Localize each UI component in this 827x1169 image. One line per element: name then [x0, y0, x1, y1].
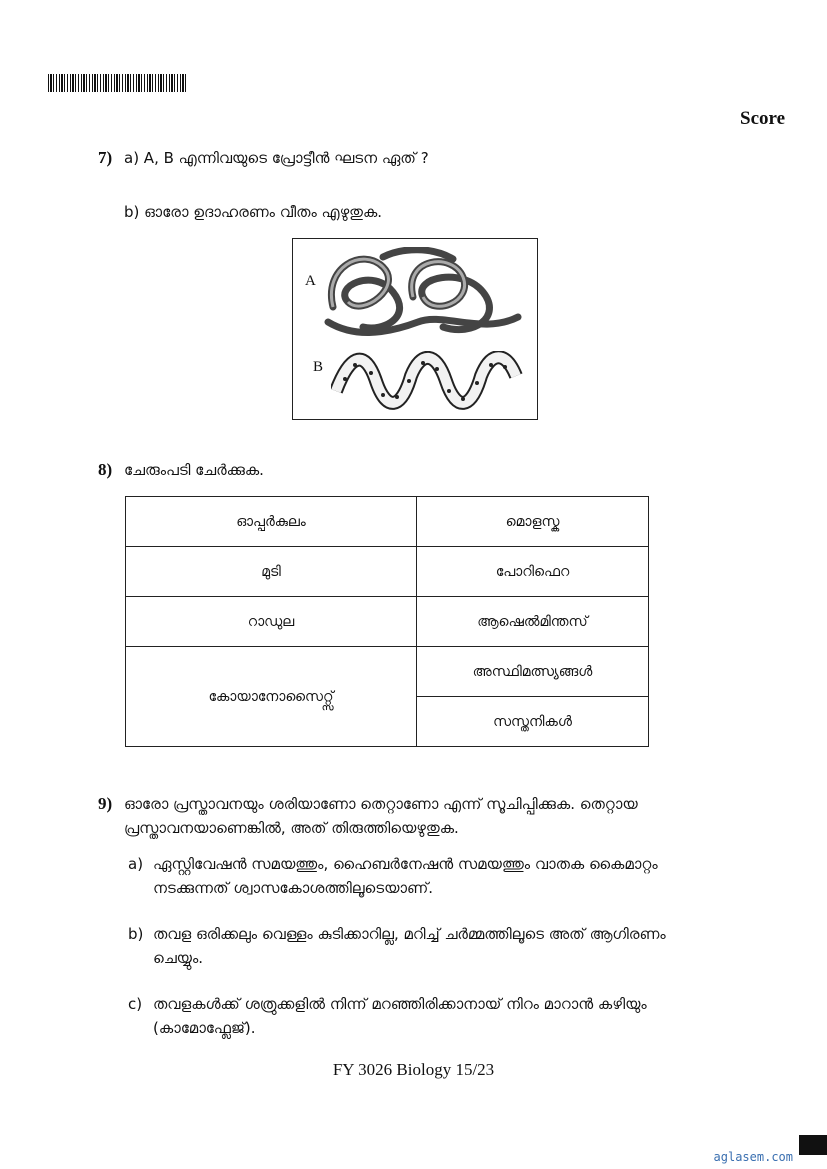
question-7a-text: a) A, B എന്നിവയുടെ പ്രോട്ടീൻ ഘടന ഏത് ?	[124, 149, 429, 167]
left-cell-1: ഓപ്പർകുലം	[126, 497, 417, 547]
question-9a-label: a)	[128, 855, 144, 873]
question-9-number: 9)	[98, 794, 113, 813]
right-cell-5: സസ്തനികൾ	[417, 697, 649, 747]
question-9a-line2: നടക്കുന്നത് ശ്വാസകോശത്തിലൂടെയാണ്.	[153, 879, 434, 897]
score-label: Score	[740, 108, 786, 129]
question-9b-label: b)	[128, 925, 144, 943]
watermark: aglasem.com	[713, 1150, 793, 1164]
right-cell-3: ആഷെൽമിന്തസ്	[417, 597, 649, 647]
question-9-instruction-line1: ഓരോ പ്രസ്താവനയും ശരിയാണോ തെറ്റാണോ എന്ന് സൂചിപ്പിക്കുക. തെറ്റായ	[124, 795, 638, 813]
question-7-number: 7)	[98, 148, 113, 167]
barcode	[48, 74, 186, 92]
question-7b-text: b) ഓരോ ഉദാഹരണം വീതം എഴുതുക.	[124, 203, 383, 221]
question-9b-line1: തവള ഒരിക്കലും വെള്ളം കുടിക്കാറില്ല, മറിച്ച് ചർമ്മത്തിലൂടെ അത് ആഗിരണം	[153, 925, 666, 943]
right-cell-4: അസ്ഥിമത്സ്യങ്ങൾ	[417, 647, 649, 697]
corner-marker	[799, 1135, 827, 1155]
left-cell-4: കോയാനോസൈറ്റ്സ്	[126, 647, 417, 747]
question-9c-line1: തവളകൾക്ക് ശത്രുക്കളിൽ നിന്ന് മറഞ്ഞിരിക്കാനായ് നിറം മാറാൻ കഴിയും	[153, 995, 647, 1013]
page-footer: FY 3026 Biology 15/23	[332, 1060, 495, 1079]
question-8-number: 8)	[98, 460, 113, 479]
right-cell-1: മൊളസ്ക	[417, 497, 649, 547]
match-the-following-table	[125, 496, 649, 747]
right-cell-2: പോറിഫെറ	[417, 547, 649, 597]
left-cell-2: മുടി	[126, 547, 417, 597]
figure-label-a: A	[305, 273, 316, 289]
question-9-instruction-line2: പ്രസ്താവനയാണെങ്കിൽ, അത് തിരുത്തിയെഴുതുക.	[124, 819, 459, 837]
question-9a-line1: ഏസ്റ്റിവേഷൻ സമയത്തും, ഹൈബർനേഷൻ സമയത്തും വാതക കൈമാറ്റം	[153, 855, 658, 873]
protein-structure-figure	[292, 238, 538, 420]
figure-label-b: B	[313, 359, 324, 375]
helix-structure-drawing	[331, 351, 526, 411]
question-9b-line2: ചെയ്യും.	[153, 949, 204, 967]
question-9c-line2: (കാമോഫ്ലേജ്).	[153, 1019, 256, 1037]
left-cell-3: റാഡുല	[126, 597, 417, 647]
question-9c-label: c)	[128, 995, 143, 1013]
tertiary-structure-drawing	[323, 247, 523, 342]
question-8-instruction: ചേരുംപടി ചേർക്കുക.	[124, 461, 264, 479]
